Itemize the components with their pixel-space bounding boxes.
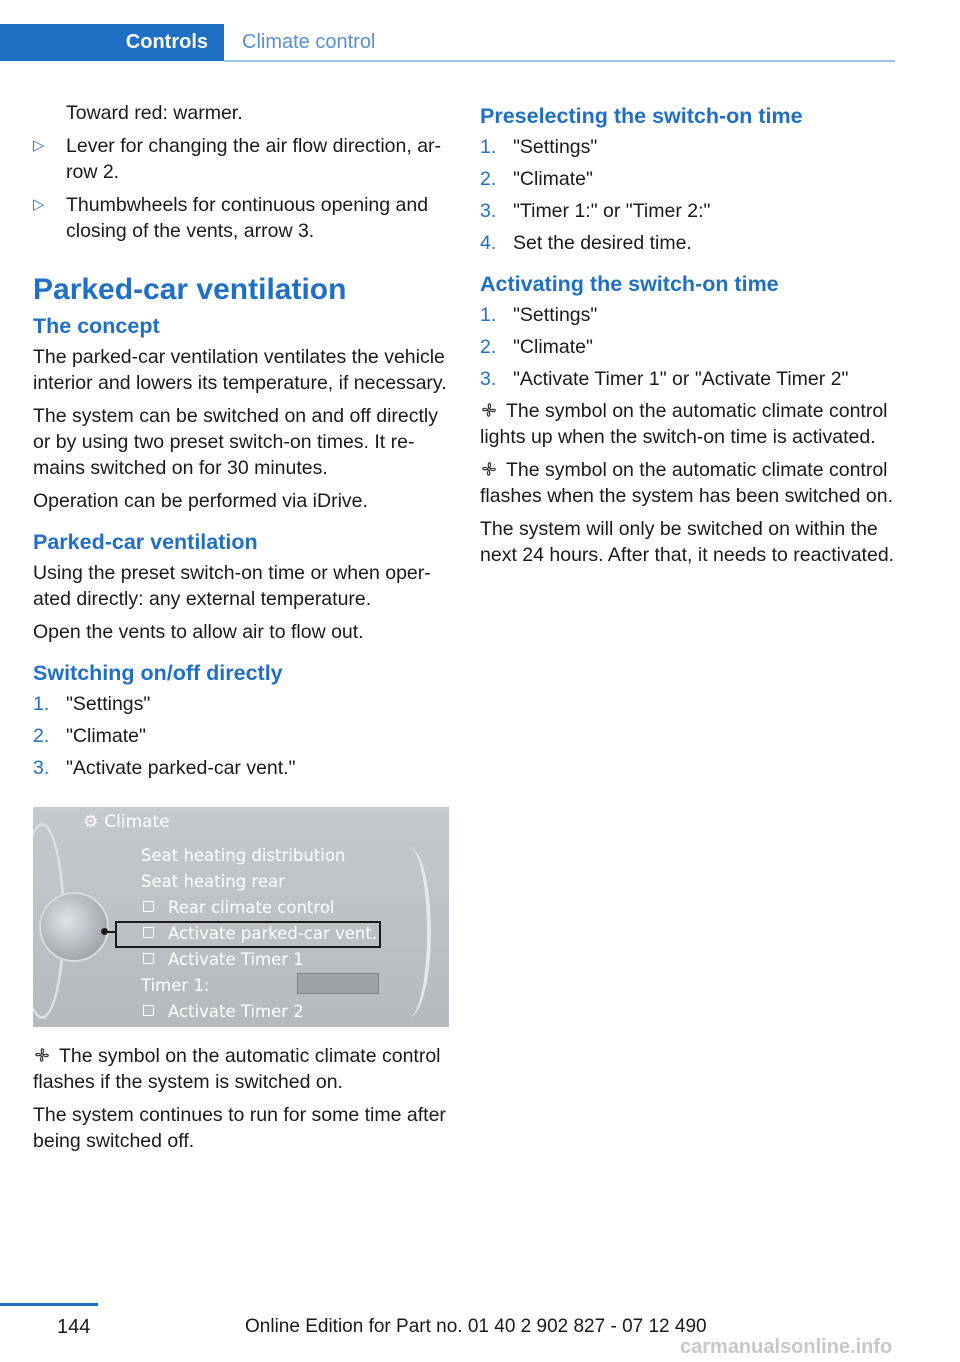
paragraph: The system will only be switched on within the next 24 hours. After that, it needs to reactivated. — [480, 518, 895, 566]
step-number: 1. — [33, 693, 50, 715]
step-text: "Settings" — [513, 136, 598, 158]
menu-item: Rear climate control — [143, 895, 335, 921]
step-number: 1. — [480, 304, 497, 326]
idrive-screenshot — [33, 807, 449, 1027]
paragraph: The symbol on the automatic climate control flashes if the system is switched on. — [33, 1045, 441, 1093]
paragraph: Open the vents to allow air to flow out. — [33, 621, 364, 643]
step-item — [480, 198, 900, 224]
step-number: 2. — [33, 725, 50, 747]
subheading-activate: Activating the switch-on time — [480, 272, 779, 296]
page-number: 144 — [57, 1316, 91, 1338]
subheading-preselect: Preselecting the switch-on time — [480, 104, 803, 128]
step-number: 2. — [480, 168, 497, 190]
triangle-bullet-icon: ▷ — [33, 137, 45, 154]
step-item — [480, 166, 900, 192]
fan-icon — [33, 1046, 51, 1064]
left-column — [33, 100, 449, 1161]
header-rule — [224, 60, 895, 62]
paragraph: Operation can be performed via iDrive. — [33, 490, 368, 512]
paragraph: Using the preset switch-on time or when operated directly: any external temperature. — [33, 562, 431, 610]
right-column — [480, 100, 900, 575]
paragraph: The symbol on the automatic climate control lights up when the switch-on time is activated. — [480, 400, 888, 448]
step-text: "Climate" — [513, 336, 593, 358]
bullet-text: Lever for changing the air flow direction, arrow 2. — [66, 135, 442, 183]
paragraph: The system continues to run for some time after being switched off. — [33, 1104, 446, 1152]
step-text: "Settings" — [513, 304, 598, 326]
step-text: "Activate parked-car vent." — [66, 757, 296, 779]
bullet-text: Thumbwheels for continuous opening and closing of the vents, arrow 3. — [66, 194, 429, 242]
step-number: 3. — [480, 368, 497, 390]
breadcrumb: Climate control — [242, 31, 376, 53]
step-item — [480, 366, 900, 392]
checkbox-icon — [143, 953, 154, 964]
checkbox-icon — [143, 901, 154, 912]
bullet-item — [33, 192, 449, 244]
subheading-switching: Switching on/off directly — [33, 661, 283, 685]
subheading-concept: The concept — [33, 314, 160, 338]
step-text: Set the desired time. — [513, 232, 692, 254]
subheading-pcv: Parked-car ventilation — [33, 530, 258, 554]
step-text: "Climate" — [513, 168, 593, 190]
step-number: 2. — [480, 336, 497, 358]
step-item — [480, 334, 900, 360]
step-text: "Timer 1:" or "Timer 2:" — [513, 200, 711, 222]
menu-item: Timer 1: — [141, 976, 210, 995]
step-text: "Climate" — [66, 725, 146, 747]
fan-icon — [480, 401, 498, 419]
step-item — [480, 230, 900, 256]
triangle-bullet-icon: ▷ — [33, 196, 45, 213]
step-text: "Activate Timer 1" or "Activate Timer 2" — [513, 368, 849, 390]
step-number: 4. — [480, 232, 497, 254]
step-text: "Settings" — [66, 693, 151, 715]
step-item — [480, 302, 900, 328]
bullet-item — [33, 133, 449, 185]
section-tab: Controls — [0, 24, 224, 61]
checkbox-icon — [143, 1005, 154, 1016]
fan-icon — [480, 460, 498, 478]
paragraph: The symbol on the automatic climate control flashes when the system has been switched on. — [480, 459, 893, 507]
step-number: 3. — [33, 757, 50, 779]
selection-highlight — [115, 921, 381, 948]
menu-item: Seat heating distribution — [141, 846, 346, 865]
screen-right-arc — [387, 847, 431, 1017]
paragraph: The parked-car ventilation ventilates the vehicle interior and lowers its temperature, if necessary. — [33, 346, 447, 394]
gear-icon: ⚙ — [83, 812, 99, 832]
pointer-line — [103, 931, 117, 933]
controller-knob — [39, 892, 109, 962]
menu-item: Activate Timer 2 — [143, 999, 304, 1025]
edition-note: Online Edition for Part no. 01 40 2 902 827 - 07 12 490 — [245, 1316, 707, 1337]
menu-item-selected: Activate parked-car vent. — [143, 921, 377, 947]
step-number: 1. — [480, 136, 497, 158]
paragraph: The system can be switched on and off directly or by using two preset switch-on times. It remains switched on for 30 minutes. — [33, 405, 439, 479]
watermark: carmanualsonline.info — [680, 1336, 893, 1358]
footer-rule — [0, 1303, 98, 1306]
screen-title: ⚙ Climate — [83, 812, 170, 832]
intro-continuation: Toward red: warmer. — [66, 102, 243, 124]
menu-item: Activate Timer 1 — [143, 947, 304, 973]
menu-item: Seat heating rear — [141, 872, 285, 891]
step-item — [33, 691, 449, 717]
step-number: 3. — [480, 200, 497, 222]
section-heading: Parked-car ventilation — [33, 273, 347, 306]
timer-value-field — [297, 973, 379, 994]
step-item — [33, 723, 449, 749]
step-item — [33, 755, 449, 781]
step-item — [480, 134, 900, 160]
